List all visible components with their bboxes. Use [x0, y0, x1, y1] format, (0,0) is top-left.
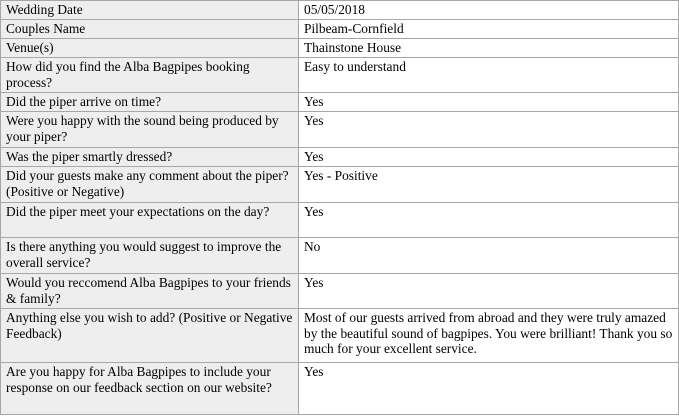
question-cell: Are you happy for Alba Bagpipes to include your response on our feedback section on our website?	[1, 363, 299, 415]
table-row	[1, 167, 679, 203]
answer-cell: Easy to understand	[299, 58, 679, 93]
answer-cell: Pilbeam-Cornfield	[299, 20, 679, 39]
answer-cell: Most of our guests arrived from abroad and they were truly amazed by the beautiful sound of bagpipes. You were brilliant! Thank you so much for your excellent service.	[299, 309, 679, 363]
answer-cell: Yes - Positive	[299, 167, 679, 203]
answer-cell: Yes	[299, 203, 679, 238]
question-cell: Couples Name	[1, 20, 299, 39]
table-row	[1, 112, 679, 148]
question-cell: Did the piper meet your expectations on the day?	[1, 203, 299, 238]
question-cell: Wedding Date	[1, 1, 299, 20]
answer-cell: Yes	[299, 93, 679, 112]
question-cell: Did your guests make any comment about the piper? (Positive or Negative)	[1, 167, 299, 203]
table-row	[1, 238, 679, 274]
answer-cell: Yes	[299, 363, 679, 415]
answer-cell: 05/05/2018	[299, 1, 679, 20]
table-row	[1, 20, 679, 39]
table-row	[1, 148, 679, 167]
question-cell: Was the piper smartly dressed?	[1, 148, 299, 167]
table-row	[1, 58, 679, 93]
answer-cell: Thainstone House	[299, 39, 679, 58]
table-row	[1, 93, 679, 112]
table-row	[1, 274, 679, 309]
question-cell: Would you reccomend Alba Bagpipes to your friends & family?	[1, 274, 299, 309]
question-cell: How did you find the Alba Bagpipes booking process?	[1, 58, 299, 93]
table-row	[1, 39, 679, 58]
question-cell: Anything else you wish to add? (Positive or Negative Feedback)	[1, 309, 299, 363]
question-cell: Venue(s)	[1, 39, 299, 58]
question-cell: Were you happy with the sound being produced by your piper?	[1, 112, 299, 148]
table-row	[1, 363, 679, 415]
answer-cell: Yes	[299, 112, 679, 148]
answer-cell: No	[299, 238, 679, 274]
table-row	[1, 203, 679, 238]
question-cell: Did the piper arrive on time?	[1, 93, 299, 112]
answer-cell: Yes	[299, 274, 679, 309]
answer-cell: Yes	[299, 148, 679, 167]
question-cell: Is there anything you would suggest to improve the overall service?	[1, 238, 299, 274]
table-row	[1, 1, 679, 20]
table-row	[1, 309, 679, 363]
